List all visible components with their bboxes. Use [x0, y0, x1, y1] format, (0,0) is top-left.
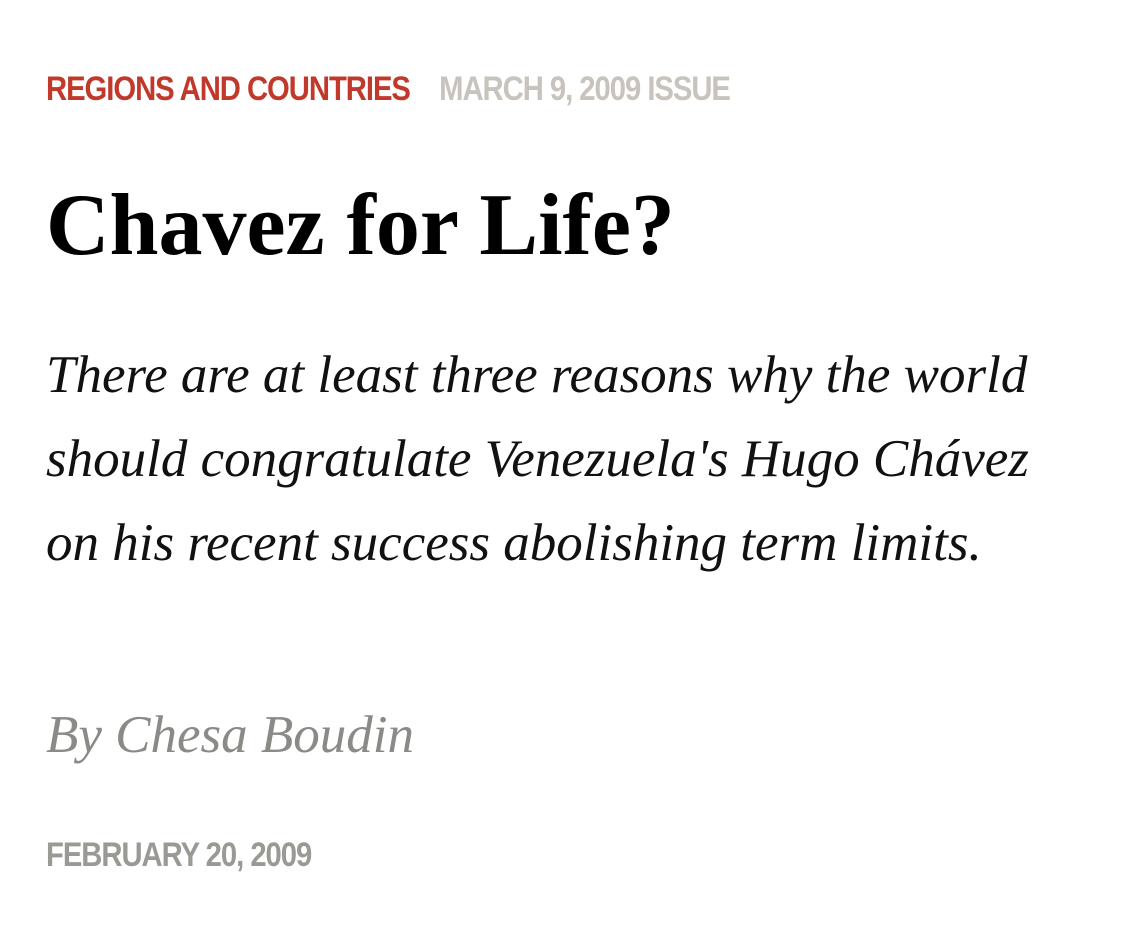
- byline-prefix: By: [46, 706, 102, 764]
- section-link[interactable]: REGIONS AND COUNTRIES: [46, 70, 410, 108]
- byline: [46, 702, 414, 768]
- article-headline: Chavez for Life?: [46, 177, 675, 274]
- article-dek: There are at least three reasons why the world should congratulate Venezuela's Hugo Chávez on his recent success abolishing term limits.: [46, 346, 1029, 572]
- publish-date: FEBRUARY 20, 2009: [46, 836, 312, 874]
- author-link[interactable]: Chesa Boudin: [115, 706, 415, 764]
- kicker-row: [46, 66, 730, 112]
- issue-link[interactable]: MARCH 9, 2009 ISSUE: [439, 70, 730, 108]
